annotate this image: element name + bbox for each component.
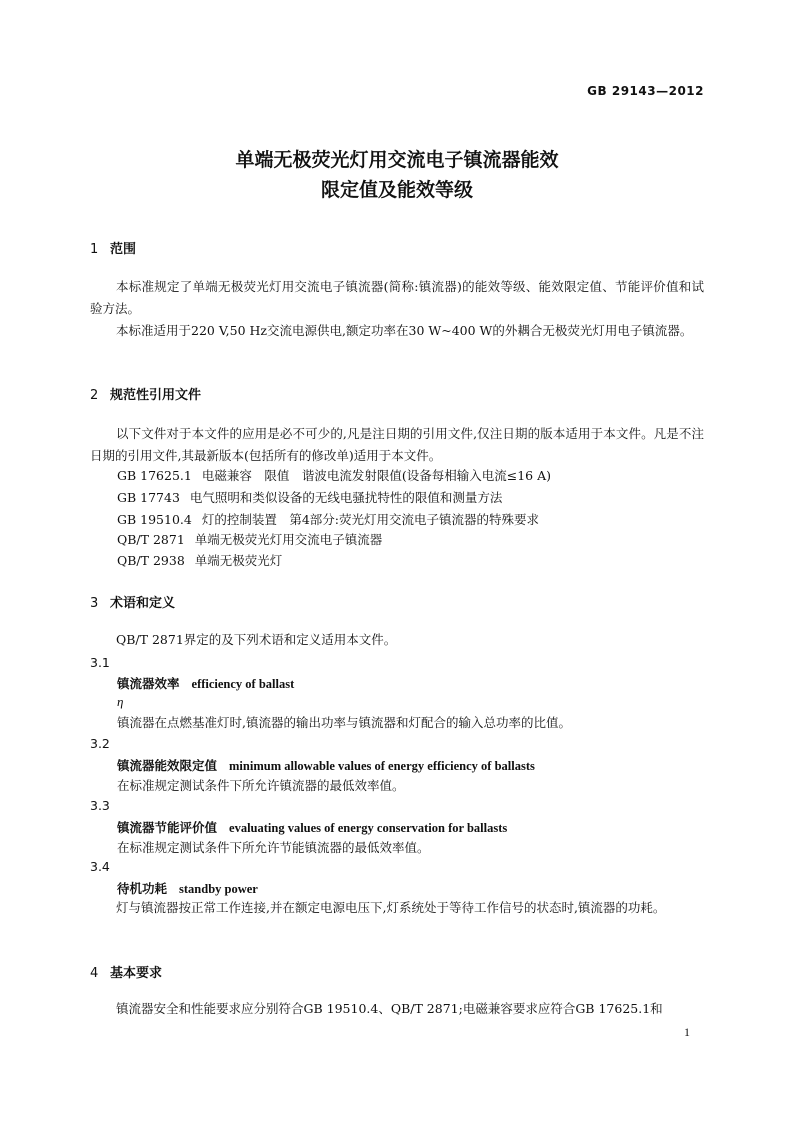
- clause-number: 3.2: [90, 736, 110, 751]
- section-number: 4: [90, 966, 99, 981]
- reference-item: [117, 550, 282, 572]
- clause-number: 3.3: [90, 798, 110, 813]
- section-heading-basic-requirements: [90, 962, 162, 981]
- section-number: 2: [90, 388, 99, 403]
- section-heading-terms-definitions: [90, 592, 175, 611]
- term-en: evaluating values of energy conservation for ballasts: [229, 821, 508, 835]
- term-entry: [117, 674, 294, 692]
- reference-title: 单端无极荧光灯用交流电子镇流器: [194, 532, 383, 547]
- requirements-paragraph: 镇流器安全和性能要求应分别符合GB 19510.4、QB/T 2871;电磁兼容要求应符合GB 17625.1和: [116, 1001, 663, 1016]
- term-zh: 镇流器节能评价值: [117, 820, 218, 835]
- term-definition: 在标准规定测试条件下所允许节能镇流器的最低效率值。: [117, 840, 430, 855]
- section-title: 术语和定义: [110, 596, 176, 611]
- section-heading-normative-references: [90, 384, 201, 403]
- reference-code: GB 17743: [117, 490, 180, 505]
- document-title-line-2: 限定值及能效等级: [320, 179, 473, 201]
- term-definition: 在标准规定测试条件下所允许镇流器的最低效率值。: [117, 778, 405, 793]
- term-en: minimum allowable values of energy efficiency of ballasts: [229, 759, 535, 773]
- terms-intro: QB/T 2871界定的及下列术语和定义适用本文件。: [116, 632, 397, 647]
- term-definition: 灯与镇流器按正常工作连接,并在额定电源电压下,灯系统处于等待工作信号的状态时,镇流器的功耗。: [116, 900, 666, 915]
- standard-code: GB 29143—2012: [587, 84, 704, 98]
- section-title: 规范性引用文件: [110, 388, 202, 403]
- scope-paragraph-1: 本标准规定了单端无极荧光灯用交流电子镇流器(简称:镇流器)的能效等级、能效限定值、节能评价值和试验方法。: [90, 279, 704, 316]
- reference-title: 单端无极荧光灯: [194, 553, 283, 568]
- reference-code: QB/T 2871: [117, 532, 185, 547]
- reference-item: [117, 465, 551, 487]
- reference-code: GB 19510.4: [117, 512, 192, 527]
- references-intro: 以下文件对于本文件的应用是必不可少的,凡是注日期的引用文件,仅注日期的版本适用于本文件。凡是不注日期的引用文件,其最新版本(包括所有的修改单)适用于本文件。: [90, 426, 704, 463]
- section-number: 3: [90, 596, 99, 611]
- section-title: 范围: [110, 242, 137, 257]
- reference-code: QB/T 2938: [117, 553, 185, 568]
- reference-item: [117, 509, 539, 531]
- reference-title: 电磁兼容 限值 谐波电流发射限值(设备每相输入电流≤16 A): [201, 468, 551, 483]
- reference-item: [117, 529, 382, 551]
- document-title-line-1: 单端无极荧光灯用交流电子镇流器能效: [235, 149, 559, 171]
- reference-item: [117, 487, 502, 509]
- term-definition: 镇流器在点燃基准灯时,镇流器的输出功率与镇流器和灯配合的输入总功率的比值。: [117, 715, 571, 730]
- term-zh: 待机功耗: [117, 881, 168, 896]
- scope-paragraph-2: 本标准适用于220 V,50 Hz交流电源供电,额定功率在30 W~400 W的外耦合无极荧光灯用电子镇流器。: [116, 323, 693, 338]
- term-en: efficiency of ballast: [191, 677, 295, 691]
- clause-number: 3.1: [90, 655, 110, 670]
- page-number: 1: [684, 1025, 690, 1039]
- term-en: standby power: [179, 882, 258, 896]
- reference-code: GB 17625.1: [117, 468, 192, 483]
- term-symbol: η: [117, 694, 124, 709]
- clause-number: 3.4: [90, 859, 110, 874]
- term-entry: [117, 756, 535, 774]
- reference-title: 电气照明和类似设备的无线电骚扰特性的限值和测量方法: [189, 490, 503, 505]
- term-entry: [117, 818, 507, 836]
- section-title: 基本要求: [110, 966, 163, 981]
- term-zh: 镇流器能效限定值: [117, 758, 218, 773]
- section-number: 1: [90, 242, 99, 257]
- term-zh: 镇流器效率: [117, 676, 180, 691]
- reference-title: 灯的控制装置 第4部分:荧光灯用交流电子镇流器的特殊要求: [201, 512, 540, 527]
- section-heading-scope: [90, 238, 136, 257]
- term-entry: [117, 879, 258, 897]
